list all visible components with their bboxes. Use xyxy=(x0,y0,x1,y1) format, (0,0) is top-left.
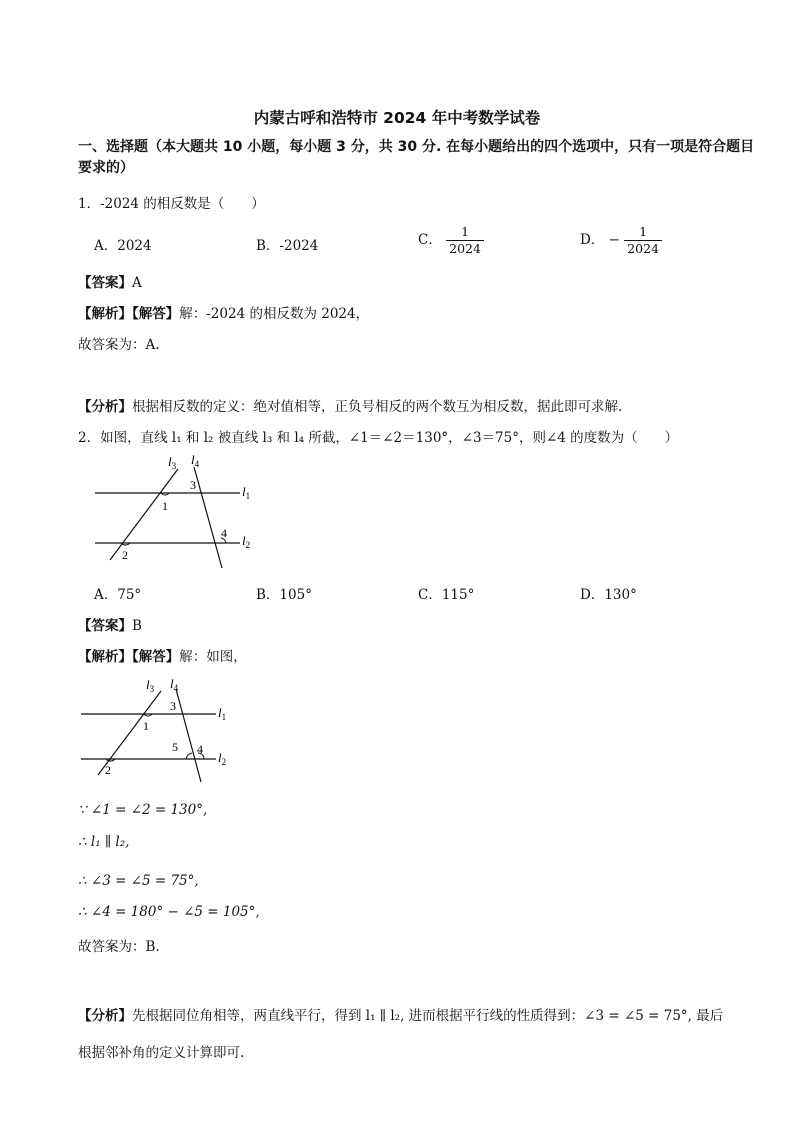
label-l4: $l_4$ xyxy=(170,676,179,693)
q2-step-2: ∴ l₁ ∥ l₂, xyxy=(78,834,130,850)
label-angle-4: 4 xyxy=(197,742,203,756)
label-l2: $l_2$ xyxy=(242,533,251,550)
q1-analysis: 【解析】【解答】解：-2024 的相反数为 2024， xyxy=(78,306,370,322)
line-l3 xyxy=(110,469,178,560)
q1-option-b: B．-2024 xyxy=(256,238,319,254)
label-l3: $l_3$ xyxy=(168,454,177,471)
line-l4 xyxy=(176,689,201,782)
angle-5-arc xyxy=(186,753,192,759)
label-l3: $l_3$ xyxy=(146,677,155,694)
q2-conclusion: 故答案为：B. xyxy=(78,939,160,955)
q2-fenxi-line-2: 根据邻补角的定义计算即可. xyxy=(78,1045,245,1061)
q2-step-4: ∴ ∠4 = 180° − ∠5 = 105°, xyxy=(78,904,260,920)
label-angle-4: 4 xyxy=(221,526,227,540)
q1-fenxi: 【分析】根据相反数的定义：绝对值相等，正负号相反的两个数互为相反数，据此即可求解. xyxy=(78,399,623,415)
q1-option-c: C． $\frac{1}{2024}$ xyxy=(418,224,484,257)
q2-option-a: A．75° xyxy=(94,587,142,603)
q2-option-d: D．130° xyxy=(580,587,637,603)
label-angle-5: 5 xyxy=(172,740,178,754)
q2-option-b: B．105° xyxy=(256,587,312,603)
label-angle-3: 3 xyxy=(170,699,176,713)
q1-answer: 【答案】A xyxy=(78,275,142,291)
q2-analysis: 【解析】【解答】解：如图， xyxy=(78,649,247,665)
q2-fenxi-line-1: 【分析】先根据同位角相等，两直线平行，得到 l₁ ∥ l₂, 进而根据平行线的性质得到：∠3 = ∠5 = 75°, 最后 xyxy=(78,1008,724,1024)
q1-conclusion: 故答案为：A. xyxy=(78,337,160,353)
label-l4: $l_4$ xyxy=(191,452,200,469)
section-header: 一、选择题（本大题共 10 小题，每小题 3 分，共 30 分. 在每小题给出的四个选项中，只有一项是符合题目要求的） xyxy=(78,139,755,176)
fraction-d: $\frac{1}{2024}$ xyxy=(624,224,662,257)
q1-stem: 1．-2024 的相反数是（ ） xyxy=(78,196,265,212)
fraction-c: $\frac{1}{2024}$ xyxy=(446,224,484,257)
q2-option-c: C．115° xyxy=(418,587,475,603)
q2-answer: 【答案】B xyxy=(78,618,142,634)
q2-stem: 2．如图，直线 l₁ 和 l₂ 被直线 l₃ 和 l₄ 所截，∠1＝∠2＝130°，∠3＝75°，则∠4 的度数为（ ） xyxy=(78,430,679,446)
label-l1: $l_1$ xyxy=(218,705,227,722)
q2-figure-1 xyxy=(90,452,270,577)
label-angle-3: 3 xyxy=(190,478,196,492)
q2-step-3: ∴ ∠3 = ∠5 = 75°, xyxy=(78,873,199,889)
page-title: 内蒙古呼和浩特市 2024 年中考数学试卷 xyxy=(253,109,541,127)
label-angle-2: 2 xyxy=(122,548,128,562)
q1-option-d: D． − $\frac{1}{2024}$ xyxy=(580,224,662,257)
q1-option-a: A．2024 xyxy=(94,238,152,254)
label-l2: $l_2$ xyxy=(218,750,227,767)
label-l1: $l_1$ xyxy=(242,484,251,501)
label-angle-2: 2 xyxy=(105,763,111,777)
q2-figure-2 xyxy=(76,675,256,790)
label-angle-1: 1 xyxy=(143,719,149,733)
line-l4 xyxy=(194,467,222,568)
q2-step-1: ∵ ∠1 = ∠2 = 130°, xyxy=(78,802,208,818)
label-angle-1: 1 xyxy=(162,499,168,513)
